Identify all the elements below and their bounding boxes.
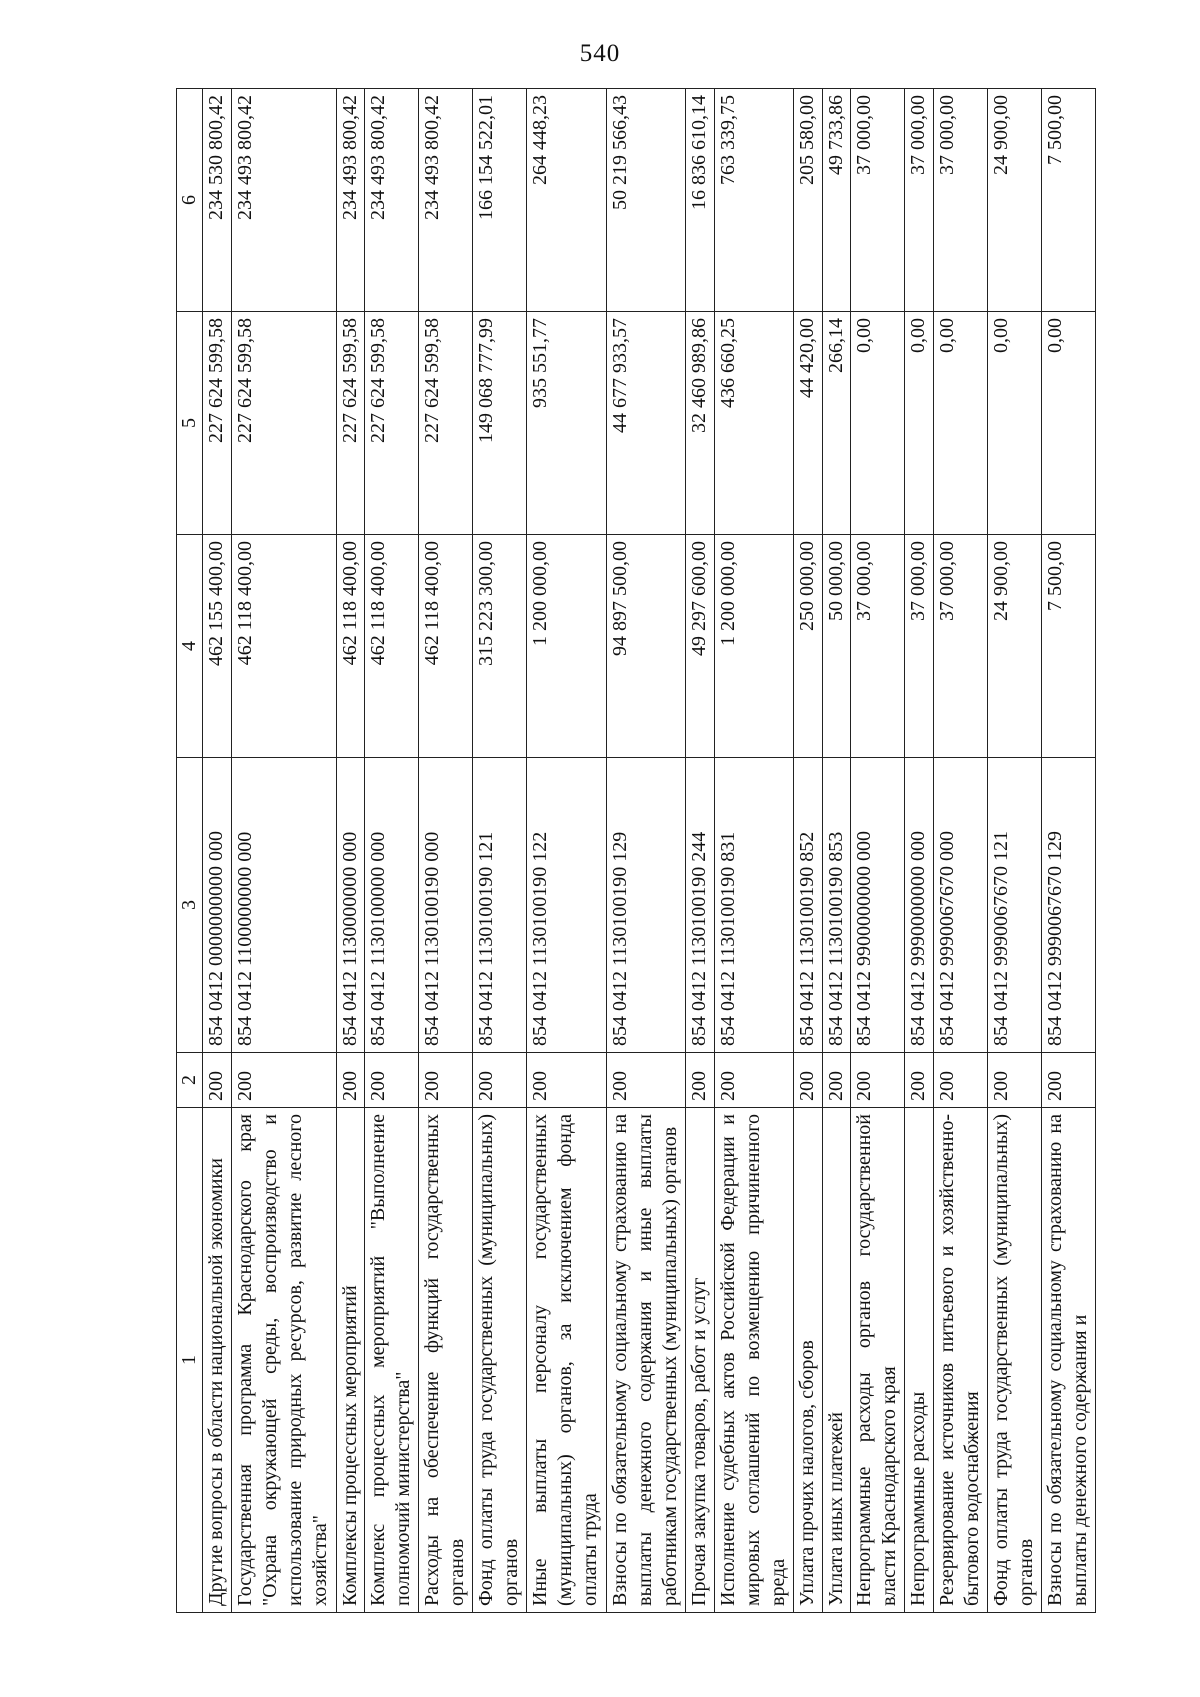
row-amount-cell: 37 000,00 (905, 89, 934, 312)
row-classification-code-cell: 854 0412 9990067670 000 (933, 758, 987, 1053)
row-name-cell: Взносы по обязательному социальному страхованию на выплаты денежного содержания и иные выплаты работникам государственных (муниципальных) органов (606, 1108, 686, 1613)
row-amount-cell: 49 297 600,00 (686, 535, 715, 758)
table-row (203, 89, 232, 1613)
row-amount-cell: 0,00 (851, 312, 905, 535)
row-name-cell: Государственная программа Краснодарского края "Охрана окружающей среды, воспроизводство и использование природных ресурсов, развитие лесного хозяйства" (231, 1108, 336, 1613)
row-amount-cell: 0,00 (933, 312, 987, 535)
row-code-cell: 200 (419, 1053, 473, 1108)
row-amount-cell: 94 897 500,00 (606, 535, 686, 758)
row-amount-cell: 462 118 400,00 (365, 535, 419, 758)
row-classification-code-cell: 854 0412 1130100190 122 (527, 758, 607, 1053)
row-amount-cell: 227 624 599,58 (365, 312, 419, 535)
row-name-cell: Иные выплаты персоналу государственных (муниципальных) органов, за исключением фонда оплаты труда (527, 1108, 607, 1613)
row-amount-cell: 37 000,00 (851, 535, 905, 758)
table-row (794, 89, 823, 1613)
row-name-cell: Другие вопросы в области национальной экономики (203, 1108, 232, 1613)
row-amount-cell: 1 200 000,00 (714, 535, 794, 758)
table-row (606, 89, 686, 1613)
row-amount-cell: 0,00 (987, 312, 1041, 535)
row-amount-cell: 763 339,75 (714, 89, 794, 312)
row-amount-cell: 227 624 599,58 (419, 312, 473, 535)
rotated-table-container (176, 88, 1096, 1613)
row-name-cell: Непрограммные расходы (905, 1108, 934, 1613)
row-amount-cell: 234 493 800,42 (365, 89, 419, 312)
row-name-cell: Расходы на обеспечение функций государственных органов (419, 1108, 473, 1613)
row-amount-cell: 50 219 566,43 (606, 89, 686, 312)
row-amount-cell: 149 068 777,99 (473, 312, 527, 535)
row-name-cell: Фонд оплаты труда государственных (муниципальных) органов (987, 1108, 1041, 1613)
row-amount-cell: 37 000,00 (933, 535, 987, 758)
row-amount-cell: 49 733,86 (822, 89, 851, 312)
row-code-cell: 200 (473, 1053, 527, 1108)
row-name-cell: Взносы по обязательному социальному страхованию на выплаты денежного содержания и (1041, 1108, 1095, 1613)
row-code-cell: 200 (933, 1053, 987, 1108)
row-code-cell: 200 (527, 1053, 607, 1108)
table-row (822, 89, 851, 1613)
row-amount-cell: 462 118 400,00 (231, 535, 336, 758)
row-amount-cell: 205 580,00 (794, 89, 823, 312)
row-amount-cell: 227 624 599,58 (203, 312, 232, 535)
row-code-cell: 200 (905, 1053, 934, 1108)
row-amount-cell: 24 900,00 (987, 535, 1041, 758)
row-amount-cell: 234 493 800,42 (419, 89, 473, 312)
row-name-cell: Комплекс процессных мероприятий "Выполнение полномочий министерства" (365, 1108, 419, 1613)
row-amount-cell: 234 493 800,42 (231, 89, 336, 312)
row-name-cell: Уплата прочих налогов, сборов (794, 1108, 823, 1613)
row-amount-cell: 227 624 599,58 (231, 312, 336, 535)
table-row (1041, 89, 1095, 1613)
row-amount-cell: 315 223 300,00 (473, 535, 527, 758)
row-name-cell: Фонд оплаты труда государственных (муниципальных) органов (473, 1108, 527, 1613)
row-amount-cell: 462 155 400,00 (203, 535, 232, 758)
row-name-cell: Непрограммные расходы органов государственной власти Краснодарского края (851, 1108, 905, 1613)
row-classification-code-cell: 854 0412 1130100190 000 (419, 758, 473, 1053)
row-classification-code-cell: 854 0412 1130100000 000 (365, 758, 419, 1053)
row-amount-cell: 935 551,77 (527, 312, 607, 535)
row-classification-code-cell: 854 0412 9990067670 121 (987, 758, 1041, 1053)
row-code-cell: 200 (365, 1053, 419, 1108)
row-amount-cell: 7 500,00 (1041, 535, 1095, 758)
row-amount-cell: 266,14 (822, 312, 851, 535)
row-classification-code-cell: 854 0412 1130100190 831 (714, 758, 794, 1053)
row-classification-code-cell: 854 0412 1130100190 244 (686, 758, 715, 1053)
row-code-cell: 200 (987, 1053, 1041, 1108)
row-amount-cell: 227 624 599,58 (336, 312, 365, 535)
table-row (851, 89, 905, 1613)
table-row (933, 89, 987, 1613)
row-code-cell: 200 (1041, 1053, 1095, 1108)
table-row (527, 89, 607, 1613)
row-amount-cell: 50 000,00 (822, 535, 851, 758)
table-row (231, 89, 336, 1613)
row-code-cell: 200 (686, 1053, 715, 1108)
row-code-cell: 200 (851, 1053, 905, 1108)
row-name-cell: Исполнение судебных актов Российской Федерации и мировых соглашений по возмещению причиненного вреда (714, 1108, 794, 1613)
row-amount-cell: 250 000,00 (794, 535, 823, 758)
row-amount-cell: 7 500,00 (1041, 89, 1095, 312)
row-classification-code-cell: 854 0412 1130000000 000 (336, 758, 365, 1053)
row-classification-code-cell: 854 0412 9990000000 000 (905, 758, 934, 1053)
row-amount-cell: 462 118 400,00 (336, 535, 365, 758)
table-row (419, 89, 473, 1613)
row-amount-cell: 37 000,00 (851, 89, 905, 312)
table-body (203, 89, 1096, 1613)
table-row (987, 89, 1041, 1613)
column-header: 1 (177, 1108, 203, 1613)
row-amount-cell: 436 660,25 (714, 312, 794, 535)
row-amount-cell: 37 000,00 (933, 89, 987, 312)
row-code-cell: 200 (203, 1053, 232, 1108)
row-amount-cell: 44 677 933,57 (606, 312, 686, 535)
table-row (365, 89, 419, 1613)
row-amount-cell: 234 530 800,42 (203, 89, 232, 312)
row-classification-code-cell: 854 0412 1130100190 129 (606, 758, 686, 1053)
row-classification-code-cell: 854 0412 1130100190 852 (794, 758, 823, 1053)
row-code-cell: 200 (794, 1053, 823, 1108)
row-amount-cell: 44 420,00 (794, 312, 823, 535)
table-row (686, 89, 715, 1613)
row-amount-cell: 32 460 989,86 (686, 312, 715, 535)
column-header: 6 (177, 89, 203, 312)
row-classification-code-cell: 854 0412 1100000000 000 (231, 758, 336, 1053)
row-name-cell: Комплексы процессных мероприятий (336, 1108, 365, 1613)
row-classification-code-cell: 854 0412 9900000000 000 (851, 758, 905, 1053)
row-amount-cell: 166 154 522,01 (473, 89, 527, 312)
row-classification-code-cell: 854 0412 9990067670 129 (1041, 758, 1095, 1053)
row-classification-code-cell: 854 0412 1130100190 121 (473, 758, 527, 1053)
budget-table (176, 88, 1096, 1613)
row-amount-cell: 264 448,23 (527, 89, 607, 312)
table-row (905, 89, 934, 1613)
row-amount-cell: 24 900,00 (987, 89, 1041, 312)
row-name-cell: Уплата иных платежей (822, 1108, 851, 1613)
row-code-cell: 200 (822, 1053, 851, 1108)
column-header: 3 (177, 758, 203, 1053)
column-header: 2 (177, 1053, 203, 1108)
row-amount-cell: 234 493 800,42 (336, 89, 365, 312)
row-code-cell: 200 (336, 1053, 365, 1108)
row-amount-cell: 1 200 000,00 (527, 535, 607, 758)
table-header-row (177, 89, 203, 1613)
table-row (714, 89, 794, 1613)
table-row (473, 89, 527, 1613)
row-code-cell: 200 (606, 1053, 686, 1108)
column-header: 4 (177, 535, 203, 758)
row-amount-cell: 462 118 400,00 (419, 535, 473, 758)
row-amount-cell: 0,00 (1041, 312, 1095, 535)
row-code-cell: 200 (231, 1053, 336, 1108)
row-amount-cell: 37 000,00 (905, 535, 934, 758)
column-header: 5 (177, 312, 203, 535)
row-amount-cell: 16 836 610,14 (686, 89, 715, 312)
row-amount-cell: 0,00 (905, 312, 934, 535)
row-name-cell: Резервирование источников питьевого и хозяйственно-бытового водоснабжения (933, 1108, 987, 1613)
page-number: 540 (579, 40, 621, 67)
row-classification-code-cell: 854 0412 0000000000 000 (203, 758, 232, 1053)
row-classification-code-cell: 854 0412 1130100190 853 (822, 758, 851, 1053)
row-code-cell: 200 (714, 1053, 794, 1108)
row-name-cell: Прочая закупка товаров, работ и услуг (686, 1108, 715, 1613)
table-row (336, 89, 365, 1613)
